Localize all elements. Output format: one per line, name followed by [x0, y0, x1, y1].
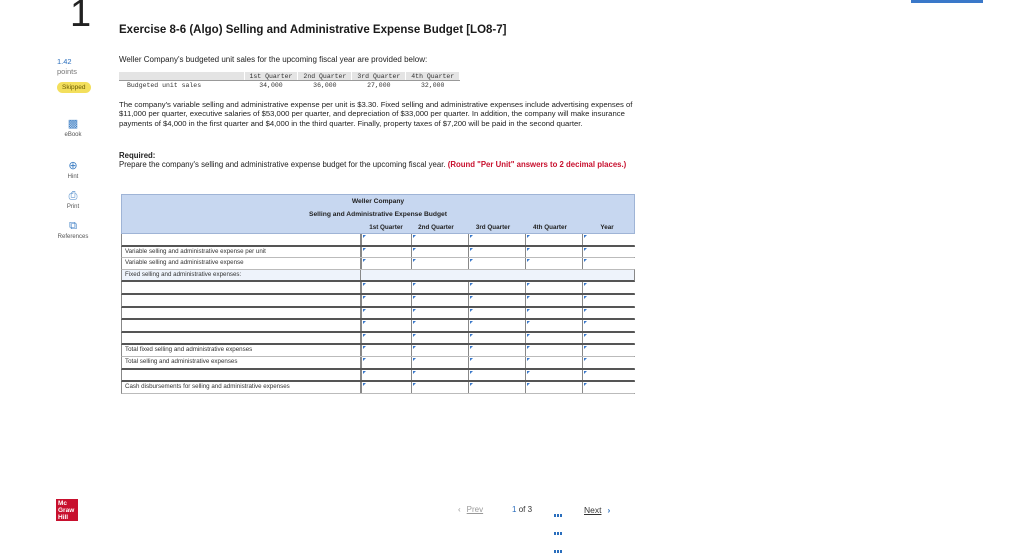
budget-input-cell[interactable]: [582, 370, 637, 381]
budget-col-year: Year: [600, 224, 614, 231]
budget-input-cell[interactable]: [525, 320, 583, 331]
budget-input-cell[interactable]: [582, 234, 637, 245]
sales-header-q4: 4th Quarter: [406, 72, 460, 81]
budget-input-cell[interactable]: [525, 345, 583, 356]
budget-input-cell[interactable]: [411, 234, 469, 245]
budget-input-cell[interactable]: [525, 370, 583, 381]
budget-col-q1: 1st Quarter: [369, 224, 403, 231]
budget-input-cell[interactable]: [582, 345, 637, 356]
points-label: points: [57, 67, 78, 76]
print-icon: ⎙: [68, 190, 78, 202]
budget-input-cell[interactable]: [582, 382, 637, 393]
budget-input-cell[interactable]: [525, 234, 583, 245]
mcgraw-hill-logo: Mc Graw Hill: [56, 499, 78, 521]
sales-header-q3: 3rd Quarter: [352, 72, 406, 81]
budget-row-label-input[interactable]: [122, 258, 361, 269]
budget-input-cell[interactable]: [411, 308, 469, 319]
budget-row-label-input[interactable]: [122, 282, 361, 293]
sales-value-q1: 34,000: [259, 82, 283, 89]
page-sep: of: [518, 505, 526, 514]
budget-row: [121, 247, 635, 259]
budget-input-cell[interactable]: [525, 333, 583, 344]
budget-row-label: Total selling and administrative expenses: [125, 357, 238, 365]
budget-row-label-input[interactable]: [122, 370, 361, 381]
budget-input-cell[interactable]: [411, 295, 469, 306]
next-label: Next: [584, 505, 602, 515]
sales-value-q2: 36,000: [313, 82, 337, 89]
intro-text: Weller Company's budgeted unit sales for the upcoming fiscal year are provided below:: [119, 55, 428, 64]
top-action-button[interactable]: [911, 0, 983, 3]
budget-rows: [121, 234, 635, 394]
ebook-label: eBook: [64, 132, 82, 138]
budget-input-cell[interactable]: [411, 382, 469, 393]
budget-input-cell[interactable]: [361, 345, 412, 356]
grid-icon[interactable]: [554, 504, 564, 514]
budget-input-cell[interactable]: [361, 234, 412, 245]
points-value: 1.42: [57, 57, 72, 66]
budget-row-label-input[interactable]: [122, 308, 361, 319]
budget-input-cell[interactable]: [582, 308, 637, 319]
budget-input-cell[interactable]: [468, 370, 526, 381]
budget-row-label-input[interactable]: [122, 320, 361, 331]
budget-input-cell[interactable]: [361, 333, 412, 344]
required-text: [119, 160, 639, 170]
budget-input-cell[interactable]: [525, 247, 583, 258]
sales-row-label: Budgeted unit sales: [127, 82, 202, 89]
budget-row: [121, 295, 635, 308]
sales-header-q2: 2nd Quarter: [298, 72, 352, 81]
rounding-note: (Round "Per Unit" answers to 2 decimal places.): [447, 160, 627, 169]
budget-row-label: Variable selling and administrative expense: [125, 259, 244, 267]
budget-input-cell[interactable]: [411, 258, 469, 269]
budget-row-label-input[interactable]: [122, 234, 361, 245]
budget-input-cell[interactable]: [411, 333, 469, 344]
hint-label: Hint: [67, 174, 79, 180]
budget-row-label-input[interactable]: [122, 357, 361, 368]
budget-input-cell[interactable]: [361, 295, 412, 306]
question-number: 1: [70, 0, 92, 35]
print-button[interactable]: [55, 190, 91, 210]
budget-input-cell[interactable]: [468, 333, 526, 344]
budget-row: [121, 345, 635, 357]
budget-input-cell[interactable]: [468, 247, 526, 258]
budget-input-cell[interactable]: [525, 258, 583, 269]
budget-input-cell[interactable]: [361, 247, 412, 258]
budget-row: [121, 270, 635, 283]
budget-worksheet: [121, 194, 635, 394]
page-title: Exercise 8-6 (Algo) Selling and Administrative Expense Budget [LO8-7]: [119, 24, 507, 36]
budget-input-cell[interactable]: [468, 357, 526, 368]
budget-row: [121, 357, 635, 370]
budget-row-label: Variable selling and administrative expense per unit: [125, 247, 266, 255]
budget-input-cell[interactable]: [468, 282, 526, 293]
unit-sales-table: [119, 72, 460, 90]
points-display: [57, 57, 77, 77]
sales-header-blank: [119, 72, 244, 81]
budget-input-cell[interactable]: [411, 247, 469, 258]
budget-input-cell[interactable]: [411, 282, 469, 293]
budget-input-cell[interactable]: [582, 258, 637, 269]
budget-input-cell[interactable]: [361, 308, 412, 319]
budget-input-cell[interactable]: [361, 382, 412, 393]
budget-input-cell[interactable]: [411, 320, 469, 331]
prev-label: Prev: [466, 505, 484, 514]
budget-row: [121, 370, 635, 383]
required-instruction: Prepare the company's selling and administrative expense budget for the upcoming fiscal year.: [119, 160, 446, 169]
budget-company: Weller Company: [351, 198, 405, 205]
budget-title: Selling and Administrative Expense Budget: [309, 211, 447, 218]
sales-value-q4: 32,000: [421, 82, 445, 89]
budget-row-label-input[interactable]: [122, 295, 361, 306]
references-label: References: [57, 234, 89, 240]
problem-paragraph: The company's variable selling and administrative expense per unit is $3.30. Fixed selling and administrative expenses include advertising expenses of $11,000 per quarter, executive salaries of $53,000 per quarter, and depreciation of $33,000 per quarter. In addition, the company will make insurance payments of $4,000 in the first quarter and $4,000 in the third quarter. Finally, property taxes of $7,200 will be paid in the second quarter.: [119, 100, 633, 128]
budget-input-cell[interactable]: [525, 295, 583, 306]
budget-row: [121, 333, 635, 346]
budget-col-q4: 4th Quarter: [533, 224, 567, 231]
budget-col-q2: 2nd Quarter: [418, 224, 454, 231]
budget-row: [121, 282, 635, 295]
budget-input-cell[interactable]: [525, 382, 583, 393]
prev-button[interactable]: [458, 505, 483, 514]
budget-input-cell[interactable]: [582, 333, 637, 344]
budget-input-cell[interactable]: [582, 282, 637, 293]
sales-value-q3: 27,000: [367, 82, 391, 89]
budget-row-label: Fixed selling and administrative expenses:: [125, 270, 242, 278]
budget-input-cell[interactable]: [361, 282, 412, 293]
budget-input-cell[interactable]: [361, 357, 412, 368]
budget-input-cell[interactable]: [411, 370, 469, 381]
budget-row: [121, 382, 635, 394]
budget-input-cell[interactable]: [468, 308, 526, 319]
budget-input-cell[interactable]: [468, 295, 526, 306]
page-indicator: [512, 505, 532, 514]
page-total: 3: [527, 505, 533, 514]
print-label: Print: [66, 204, 80, 210]
budget-input-cell[interactable]: [525, 357, 583, 368]
references-button[interactable]: [55, 220, 91, 240]
hint-button[interactable]: [55, 160, 91, 180]
budget-input-cell[interactable]: [582, 295, 637, 306]
budget-input-cell[interactable]: [582, 320, 637, 331]
budget-input-cell[interactable]: [468, 382, 526, 393]
status-badge: Skipped: [57, 82, 91, 93]
budget-input-cell[interactable]: [361, 370, 412, 381]
budget-input-cell[interactable]: [361, 320, 412, 331]
budget-input-cell[interactable]: [411, 357, 469, 368]
sales-header-q1: 1st Quarter: [244, 72, 298, 81]
budget-header: [121, 194, 635, 234]
budget-row-label-input[interactable]: [122, 345, 361, 356]
budget-input-cell[interactable]: [582, 247, 637, 258]
budget-input-cell[interactable]: [582, 357, 637, 368]
budget-input-cell[interactable]: [411, 345, 469, 356]
budget-input-cell[interactable]: [468, 258, 526, 269]
budget-row: [121, 234, 635, 247]
next-button[interactable]: [584, 505, 610, 515]
budget-row-label-input[interactable]: [122, 382, 361, 393]
budget-input-cell[interactable]: [361, 258, 412, 269]
budget-row: [121, 258, 635, 270]
chevron-right-icon: ›: [607, 505, 611, 515]
page-current: 1: [512, 505, 517, 514]
budget-row-label: Cash disbursements for selling and administrative expenses: [125, 383, 290, 391]
hint-icon: ⊕: [68, 160, 78, 172]
ebook-button[interactable]: [55, 118, 91, 138]
budget-row-label-input[interactable]: [122, 247, 361, 258]
budget-input-cell[interactable]: [468, 320, 526, 331]
chevron-left-icon: ‹: [458, 505, 461, 514]
budget-input-cell[interactable]: [468, 234, 526, 245]
budget-row: [121, 308, 635, 321]
required-heading: Required:: [119, 151, 156, 160]
budget-row-label-input[interactable]: [122, 333, 361, 344]
budget-row-label: Total fixed selling and administrative expenses: [125, 346, 253, 354]
budget-row-label-input[interactable]: [122, 270, 361, 281]
references-icon: ⧉: [69, 220, 77, 232]
budget-row: [121, 320, 635, 333]
book-icon: ▩: [67, 118, 79, 130]
budget-input-cell[interactable]: [525, 308, 583, 319]
budget-col-q3: 3rd Quarter: [475, 224, 511, 231]
budget-input-cell[interactable]: [468, 345, 526, 356]
budget-input-cell[interactable]: [525, 282, 583, 293]
